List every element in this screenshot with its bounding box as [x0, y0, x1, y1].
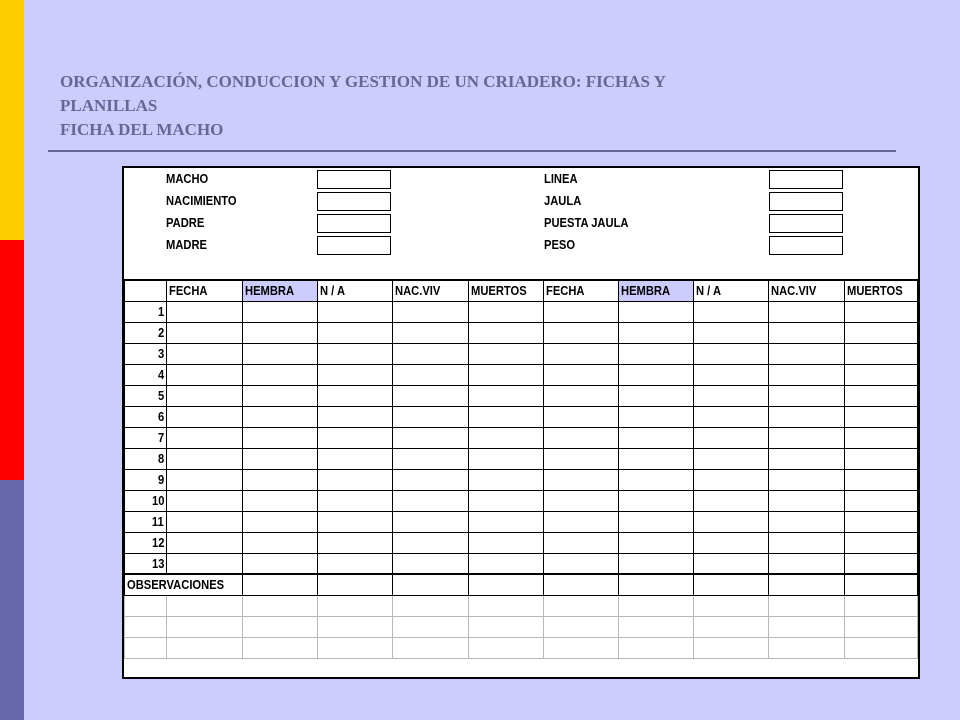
table-cell[interactable] [317, 427, 392, 448]
row-number [125, 490, 167, 511]
column-header [844, 280, 917, 301]
field-box-padre[interactable] [317, 214, 391, 233]
observations-cell[interactable] [317, 595, 392, 616]
table-cell[interactable] [543, 490, 619, 511]
table-cell[interactable] [543, 448, 619, 469]
field-box-nacimiento[interactable] [317, 192, 391, 211]
row-number-label: 5 [157, 388, 164, 403]
column-header [694, 280, 769, 301]
table-cell[interactable] [392, 490, 468, 511]
table-cell[interactable] [694, 343, 769, 364]
table-cell[interactable] [543, 364, 619, 385]
table-cell[interactable] [468, 490, 543, 511]
table-cell[interactable] [392, 511, 468, 532]
observations-line [125, 616, 918, 637]
table-cell[interactable] [317, 553, 392, 574]
table-cell[interactable] [844, 553, 917, 574]
table-header-row [125, 280, 918, 301]
table-cell[interactable] [242, 301, 317, 322]
table-cell[interactable] [543, 406, 619, 427]
field-box-macho[interactable] [317, 170, 391, 189]
table-cell[interactable] [769, 406, 845, 427]
table-cell[interactable] [619, 364, 694, 385]
row-number [125, 406, 167, 427]
column-header [317, 280, 392, 301]
table-cell[interactable] [468, 301, 543, 322]
field-label-peso: PESO [544, 237, 576, 252]
slide-title [60, 70, 860, 142]
table-cell[interactable] [619, 448, 694, 469]
table-cell[interactable] [392, 385, 468, 406]
table-cell[interactable] [166, 385, 242, 406]
table-cell[interactable] [844, 490, 917, 511]
row-number [125, 343, 167, 364]
table-cell[interactable] [844, 364, 917, 385]
column-header [392, 280, 468, 301]
table-cell[interactable] [166, 469, 242, 490]
column-header [242, 280, 317, 301]
observations-cell[interactable] [242, 616, 317, 637]
table-row [125, 322, 918, 343]
observations-cell[interactable] [166, 616, 242, 637]
observations-cell[interactable] [392, 616, 468, 637]
mating-records-table [124, 279, 918, 659]
field-label-jaula: JAULA [544, 193, 582, 208]
table-cell[interactable] [694, 385, 769, 406]
table-cell[interactable] [694, 301, 769, 322]
observations-cell[interactable] [317, 616, 392, 637]
table-row [125, 532, 918, 553]
table-cell[interactable] [166, 448, 242, 469]
table-cell[interactable] [769, 469, 845, 490]
row-number-label: 7 [157, 430, 164, 445]
table-cell[interactable] [619, 469, 694, 490]
table-cell[interactable] [694, 532, 769, 553]
observations-cell[interactable] [468, 574, 543, 595]
table-cell[interactable] [694, 448, 769, 469]
table-cell[interactable] [166, 553, 242, 574]
table-cell[interactable] [468, 322, 543, 343]
table-cell[interactable] [844, 385, 917, 406]
row-number [125, 553, 167, 574]
table-cell[interactable] [468, 364, 543, 385]
observations-cell[interactable] [619, 574, 694, 595]
table-cell[interactable] [242, 448, 317, 469]
table-cell[interactable] [468, 448, 543, 469]
table-row [125, 385, 918, 406]
table-cell[interactable] [694, 469, 769, 490]
row-number-label: 3 [157, 346, 164, 361]
title-line-2: PLANILLAS [60, 96, 158, 115]
row-number [125, 427, 167, 448]
table-cell[interactable] [619, 532, 694, 553]
table-cell[interactable] [317, 322, 392, 343]
table-cell[interactable] [619, 385, 694, 406]
observations-label-cell [125, 574, 243, 595]
row-number-label: 11 [152, 514, 164, 529]
table-cell[interactable] [468, 532, 543, 553]
observations-cell[interactable] [242, 637, 317, 658]
table-row [125, 343, 918, 364]
column-header-label: MUERTOS [846, 283, 903, 299]
table-cell[interactable] [317, 301, 392, 322]
table-cell[interactable] [844, 469, 917, 490]
row-number [125, 364, 167, 385]
table-cell[interactable] [317, 469, 392, 490]
observations-cell[interactable] [166, 637, 242, 658]
table-cell[interactable] [844, 343, 917, 364]
table-cell[interactable] [769, 364, 845, 385]
table-cell[interactable] [769, 511, 845, 532]
observations-cell[interactable] [468, 637, 543, 658]
column-header-label: FECHA [168, 283, 208, 299]
table-cell[interactable] [543, 322, 619, 343]
observations-cell[interactable] [844, 616, 917, 637]
observations-cell[interactable] [844, 637, 917, 658]
field-box-peso[interactable] [769, 236, 843, 255]
table-row [125, 469, 918, 490]
table-cell[interactable] [317, 490, 392, 511]
table-cell[interactable] [317, 343, 392, 364]
column-header [468, 280, 543, 301]
column-header-label: N / A [696, 283, 722, 299]
table-row [125, 553, 918, 574]
table-cell[interactable] [392, 532, 468, 553]
observations-cell[interactable] [392, 637, 468, 658]
table-cell[interactable] [317, 406, 392, 427]
male-record-form [122, 166, 920, 679]
table-cell[interactable] [166, 406, 242, 427]
table-cell[interactable] [619, 406, 694, 427]
table-cell[interactable] [769, 322, 845, 343]
observations-cell[interactable] [242, 595, 317, 616]
table-row [125, 448, 918, 469]
observations-cell[interactable] [392, 595, 468, 616]
row-number-label: 4 [157, 367, 164, 382]
observations-cell[interactable] [242, 574, 317, 595]
field-label-madre: MADRE [166, 237, 207, 252]
table-cell[interactable] [694, 364, 769, 385]
field-label-puesta-jaula: PUESTA JAULA [544, 215, 629, 230]
table-row [125, 427, 918, 448]
table-cell[interactable] [166, 511, 242, 532]
accent-band-red [0, 240, 24, 480]
observations-row [125, 574, 918, 595]
row-number [125, 322, 167, 343]
column-header [619, 280, 694, 301]
field-box-jaula[interactable] [769, 192, 843, 211]
table-cell[interactable] [166, 322, 242, 343]
observations-cell[interactable] [619, 616, 694, 637]
table-cell[interactable] [242, 490, 317, 511]
table-cell[interactable] [543, 469, 619, 490]
table-cell[interactable] [242, 511, 317, 532]
observations-cell[interactable] [543, 595, 619, 616]
table-cell[interactable] [694, 427, 769, 448]
observations-cell[interactable] [844, 595, 917, 616]
table-cell[interactable] [769, 343, 845, 364]
table-cell[interactable] [844, 448, 917, 469]
table-cell[interactable] [392, 553, 468, 574]
title-line-1: ORGANIZACIÓN, CONDUCCION Y GESTION DE UN CRIADERO: FICHAS Y [60, 72, 666, 91]
table-cell[interactable] [242, 322, 317, 343]
table-cell[interactable] [844, 322, 917, 343]
observations-cell[interactable] [844, 574, 917, 595]
table-row [125, 490, 918, 511]
table-cell[interactable] [619, 322, 694, 343]
table-cell[interactable] [392, 469, 468, 490]
field-box-madre[interactable] [317, 236, 391, 255]
table-cell[interactable] [317, 385, 392, 406]
observations-cell[interactable] [317, 637, 392, 658]
table-row [125, 511, 918, 532]
table-cell[interactable] [844, 511, 917, 532]
table-cell[interactable] [392, 406, 468, 427]
table-cell[interactable] [166, 427, 242, 448]
table-row [125, 406, 918, 427]
row-number [125, 448, 167, 469]
observations-line [125, 637, 918, 658]
column-header [543, 280, 619, 301]
observations-cell[interactable] [166, 595, 242, 616]
table-cell[interactable] [242, 469, 317, 490]
table-cell[interactable] [694, 511, 769, 532]
observations-cell[interactable] [125, 616, 167, 637]
table-cell[interactable] [619, 553, 694, 574]
table-cell[interactable] [242, 427, 317, 448]
row-number [125, 532, 167, 553]
observations-cell[interactable] [317, 574, 392, 595]
table-cell[interactable] [619, 301, 694, 322]
table-cell[interactable] [317, 448, 392, 469]
table-cell[interactable] [844, 532, 917, 553]
table-cell[interactable] [317, 532, 392, 553]
row-number-label: 13 [151, 555, 164, 571]
table-cell[interactable] [619, 511, 694, 532]
field-label-padre: PADRE [166, 215, 205, 230]
header-corner-cell [125, 280, 167, 301]
column-header-label: NAC.VIV [394, 283, 441, 299]
table-cell[interactable] [694, 322, 769, 343]
row-number-label: 12 [151, 535, 164, 550]
field-label-linea: LINEA [544, 171, 578, 186]
table-cell[interactable] [619, 490, 694, 511]
table-cell[interactable] [769, 385, 845, 406]
row-number-label: 8 [157, 451, 164, 466]
observations-cell[interactable] [543, 637, 619, 658]
observations-cell[interactable] [468, 595, 543, 616]
table-cell[interactable] [242, 364, 317, 385]
column-header [166, 280, 242, 301]
table-cell[interactable] [543, 511, 619, 532]
table-cell[interactable] [242, 406, 317, 427]
row-number-label: 1 [157, 304, 164, 319]
table-cell[interactable] [392, 448, 468, 469]
table-cell[interactable] [619, 343, 694, 364]
table-cell[interactable] [543, 343, 619, 364]
observations-cell[interactable] [769, 574, 845, 595]
table-cell[interactable] [392, 301, 468, 322]
table-cell[interactable] [543, 553, 619, 574]
title-divider [48, 150, 896, 152]
row-number-label: 9 [157, 472, 164, 487]
row-number [125, 385, 167, 406]
observations-cell[interactable] [694, 616, 769, 637]
table-cell[interactable] [317, 364, 392, 385]
observations-cell[interactable] [769, 637, 845, 658]
table-cell[interactable] [392, 364, 468, 385]
row-number-label: 6 [157, 409, 164, 424]
observations-cell[interactable] [125, 637, 167, 658]
table-cell[interactable] [166, 490, 242, 511]
table-cell[interactable] [694, 490, 769, 511]
table-cell[interactable] [166, 532, 242, 553]
slide-subtitle: FICHA DEL MACHO [60, 120, 224, 139]
row-number [125, 301, 167, 322]
table-cell[interactable] [543, 532, 619, 553]
table-cell[interactable] [317, 511, 392, 532]
table-cell[interactable] [769, 490, 845, 511]
observations-cell[interactable] [769, 616, 845, 637]
table-cell[interactable] [468, 406, 543, 427]
row-number [125, 511, 167, 532]
table-cell[interactable] [392, 322, 468, 343]
observations-cell[interactable] [543, 616, 619, 637]
table-cell[interactable] [694, 553, 769, 574]
observations-cell[interactable] [694, 574, 769, 595]
observations-cell[interactable] [694, 595, 769, 616]
table-cell[interactable] [468, 343, 543, 364]
table-cell[interactable] [769, 427, 845, 448]
observations-cell[interactable] [694, 637, 769, 658]
field-box-puesta-jaula[interactable] [769, 214, 843, 233]
table-cell[interactable] [769, 532, 845, 553]
observations-cell[interactable] [619, 595, 694, 616]
table-cell[interactable] [242, 385, 317, 406]
accent-band-yellow [0, 0, 24, 240]
accent-band-slate [0, 480, 24, 720]
observations-label: OBSERVACIONES [127, 577, 225, 593]
table-cell[interactable] [166, 301, 242, 322]
table-cell[interactable] [468, 385, 543, 406]
table-cell[interactable] [769, 448, 845, 469]
observations-cell[interactable] [619, 637, 694, 658]
table-cell[interactable] [468, 511, 543, 532]
observations-cell[interactable] [769, 595, 845, 616]
table-cell[interactable] [242, 553, 317, 574]
table-cell[interactable] [392, 427, 468, 448]
table-cell[interactable] [619, 427, 694, 448]
table-cell[interactable] [166, 364, 242, 385]
table-cell[interactable] [242, 532, 317, 553]
observations-line [125, 595, 918, 616]
column-header-label: HEMBRA [244, 283, 295, 299]
row-number-label: 10 [151, 493, 164, 508]
table-cell[interactable] [769, 553, 845, 574]
column-header-label: N / A [319, 283, 345, 299]
field-label-nacimiento: NACIMIENTO [166, 193, 237, 208]
field-box-linea[interactable] [769, 170, 843, 189]
observations-cell[interactable] [125, 595, 167, 616]
row-number-label: 2 [157, 325, 164, 340]
table-cell[interactable] [392, 343, 468, 364]
table-cell[interactable] [844, 301, 917, 322]
column-header-label: FECHA [545, 283, 585, 299]
column-header-label: HEMBRA [621, 283, 671, 299]
table-cell[interactable] [166, 343, 242, 364]
table-row [125, 301, 918, 322]
observations-cell[interactable] [468, 616, 543, 637]
table-cell[interactable] [468, 553, 543, 574]
table-cell[interactable] [844, 406, 917, 427]
table-cell[interactable] [769, 301, 845, 322]
table-cell[interactable] [543, 301, 619, 322]
table-cell[interactable] [468, 427, 543, 448]
field-label-macho: MACHO [166, 171, 209, 186]
table-cell[interactable] [694, 406, 769, 427]
column-header-label: MUERTOS [470, 283, 527, 299]
observations-cell[interactable] [543, 574, 619, 595]
row-number [125, 469, 167, 490]
table-cell[interactable] [242, 343, 317, 364]
table-cell[interactable] [844, 427, 917, 448]
table-cell[interactable] [543, 385, 619, 406]
column-header [769, 280, 845, 301]
column-header-label: NAC.VIV [771, 283, 817, 299]
observations-cell[interactable] [392, 574, 468, 595]
table-cell[interactable] [543, 427, 619, 448]
table-row [125, 364, 918, 385]
table-cell[interactable] [468, 469, 543, 490]
